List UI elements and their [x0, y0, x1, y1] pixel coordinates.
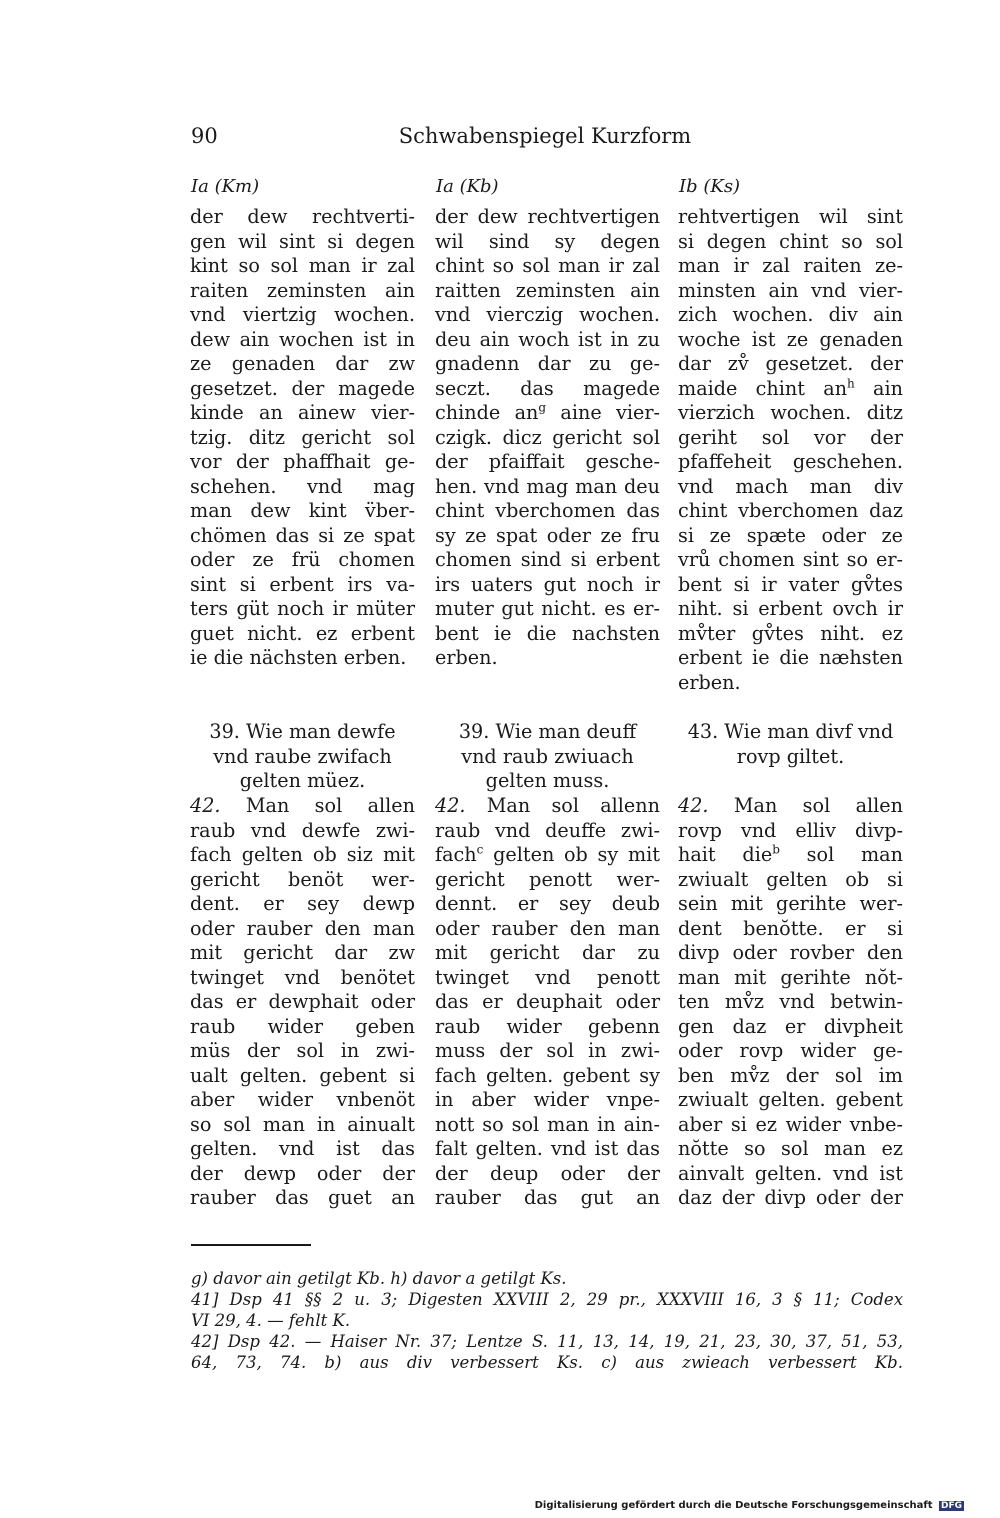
heading-line: vnd raub zwiuach [461, 744, 634, 768]
text-line: nŏtte so sol man ez [678, 1137, 903, 1160]
heading-line: vnd raube zwifach [213, 744, 392, 768]
text-line: woche ist ze genaden [678, 327, 903, 351]
text-line: vrů chomen sint so er- [678, 548, 903, 571]
text-line: raitten zeminsten ain [435, 278, 660, 302]
text-line: vnd mach man div [678, 474, 903, 498]
heading-line: gelten müez. [239, 769, 366, 792]
text-line: oder rauber den man [435, 916, 660, 940]
text-line: guet nicht. ez erbent [190, 621, 415, 645]
text-line: 42. Man sol allen [190, 794, 415, 817]
text-line: 42. Man sol allenn [435, 794, 660, 817]
footnote-line: g) davor ain getilgt Kb. h) davor a getilgt Ks. [191, 1269, 567, 1288]
text-line: ie die nächsten erben. [190, 646, 407, 669]
text-line: raub vnd deuffe zwi- [435, 818, 660, 842]
text-line: kinde an ainew vier- [190, 401, 415, 424]
text-line: geriht sol vor der [678, 425, 903, 449]
text-line: sint si erbent irs va- [190, 572, 415, 596]
text-line: czigk. dicz gericht sol [435, 425, 660, 449]
text-line: nott so sol man in ain- [435, 1112, 660, 1136]
heading-line: gelten muss. [485, 769, 610, 792]
text-line: hen. vnd mag man deu [435, 474, 660, 498]
text-line: divp oder rovber den [678, 941, 903, 964]
text-line: raub vnd dewfe zwi- [190, 818, 415, 842]
text-line: dent. er sey dewp [190, 892, 415, 915]
text-line: muter gut nicht. es er- [435, 597, 660, 620]
text-line: oder rauber den man [190, 916, 415, 940]
text-line: mv̊ter gv̊tes niht. ez [678, 621, 903, 645]
text-line: chint so sol man ir zal [435, 254, 660, 277]
text-line: gen daz er divpheit [678, 1014, 903, 1038]
column-kb-text1 [435, 205, 660, 671]
text-line: vnd viertzig wochen. [190, 303, 415, 326]
column-km-text2 [190, 794, 415, 1211]
text-line: dennt. er sey deub [435, 892, 660, 915]
footnote-line: 64, 73, 74. b) aus div verbessert Ks. c) aus zwieach verbessert Kb. [191, 1353, 903, 1372]
text-line: man mit gerihte nŏt- [678, 965, 903, 989]
running-title: Schwabenspiegel Kurzform [398, 124, 692, 148]
text-line: ze genaden dar zw [190, 352, 415, 375]
text-line: in aber wider vnpe- [435, 1088, 660, 1111]
text-line: chinde $an^g$ aine vier- [435, 400, 660, 424]
dfg-logo: DFG [940, 1501, 962, 1511]
digitization-credit [535, 1500, 964, 1511]
text-line: bent si ir vater gv̊tes [678, 572, 903, 596]
text-line: raiten zeminsten ain [190, 278, 415, 302]
text-line: erbent ie die næhsten [678, 646, 903, 669]
text-line: gericht benöt wer- [190, 867, 415, 891]
text-line: zwiualt gelten. gebent [678, 1088, 903, 1111]
text-line: erben. [678, 670, 741, 694]
text-line: zwiualt gelten ob si [678, 867, 903, 891]
text-line: tzig. ditz gericht sol [190, 425, 415, 449]
text-line: erben. [435, 646, 498, 669]
text-line: chint vberchomen daz [678, 499, 903, 522]
text-line: so sol man in ainualt [190, 1112, 415, 1136]
column-ks-text2 [678, 794, 903, 1211]
text-line: gericht penott wer- [435, 867, 660, 891]
text-line: si degen chint so sol [678, 229, 903, 253]
text-line: chint vberchomen das [435, 499, 660, 522]
text-line: rauber das guet an [190, 1186, 415, 1209]
text-line: daz der divp oder der [678, 1186, 903, 1209]
text-line: gesetzet. der magede [190, 376, 415, 400]
footnote-line: 41] Dsp 41 §§ 2 u. 3; Digesten XXVIII 2, 29 pr., XXXVIII 16, 3 § 11; Codex [191, 1290, 903, 1309]
text-line: schehen. vnd mag [190, 474, 415, 498]
text-line: twinget vnd penott [435, 965, 660, 989]
text-line: ben mv̊z der sol im [678, 1063, 903, 1087]
footnote-line: 42] Dsp 42. — Haiser Nr. 37; Lentze S. 11, 13, 14, 19, 21, 23, 30, 37, 51, 53, [191, 1332, 903, 1351]
text-line: ters güt noch ir müter [190, 597, 415, 620]
column-km-text1 [190, 205, 415, 671]
text-line: raub wider geben [190, 1014, 415, 1038]
text-line: aber wider vnbenöt [190, 1088, 415, 1111]
text-line: oder rovp wider ge- [678, 1039, 903, 1062]
text-line: dar zv̊ gesetzet. der [678, 352, 903, 375]
section-heading-ks [678, 720, 903, 769]
column-label-ks: Ib (Ks) [679, 176, 741, 197]
text-line: 42. Man sol allen [678, 794, 903, 817]
footnotes [191, 1268, 903, 1373]
text-line: sein mit gerihte wer- [678, 892, 903, 915]
text-line: man ir zal raiten ze- [678, 254, 903, 277]
text-line: fach gelten. gebent sy [435, 1063, 660, 1087]
text-line: raub wider gebenn [435, 1014, 660, 1038]
text-line: sy ze spat oder ze fru [435, 523, 660, 547]
text-line: si ze spæte oder ze [678, 523, 903, 547]
text-line: das er dewphait oder [190, 990, 415, 1013]
text-line: ainvalt gelten. vnd ist [678, 1161, 903, 1185]
text-line: gelten. vnd ist das [190, 1137, 415, 1160]
text-line: falt gelten. vnd ist das [435, 1137, 660, 1160]
text-line: dew ain wochen ist in [190, 327, 415, 351]
text-line: mit gericht dar zw [190, 941, 415, 964]
text-line: gen wil sint si degen [190, 229, 415, 253]
text-line: das er deuphait oder [435, 990, 660, 1013]
text-line: chomen sind si erbent [435, 548, 660, 571]
text-line: müs der sol in zwi- [190, 1039, 415, 1062]
section-heading-kb [435, 720, 660, 794]
text-line: ualt gelten. gebent si [190, 1063, 415, 1087]
page-number: 90 [191, 124, 218, 148]
section-heading-km [190, 720, 415, 794]
text-line: bent ie die nachsten [435, 621, 660, 645]
text-line: pfaffeheit geschehen. [678, 450, 903, 473]
column-label-km: Ia (Km) [191, 176, 260, 197]
text-line: rehtvertigen wil sint [678, 205, 903, 228]
text-line: der deup oder der [435, 1161, 660, 1185]
text-line: fach gelten ob siz mit [190, 843, 415, 866]
text-line: mit gericht dar zu [435, 941, 660, 964]
text-line: dent benŏtte. er si [678, 916, 903, 940]
text-line: muss der sol in zwi- [435, 1039, 660, 1062]
footnote-rule [191, 1244, 311, 1246]
text-line: zich wochen. div ain [678, 303, 903, 326]
text-line: der dew rechtvertigen [435, 205, 660, 228]
text-line: chömen das si ze spat [190, 523, 415, 547]
text-line: minsten ain vnd vier- [678, 278, 903, 302]
text-line: vnd vierczig wochen. [435, 303, 660, 326]
text-line: gnadenn dar zu ge- [435, 352, 660, 375]
text-line: aber si ez wider vnbe- [678, 1112, 903, 1136]
text-line: maide chint $an^h$ ain [678, 376, 903, 400]
text-line: twinget vnd benötet [190, 965, 415, 989]
heading-line: 43. Wie man divf vnd [687, 720, 894, 743]
credit-text: Digitalisierung gefördert durch die Deutsche Forschungsgemeinschaft [534, 1500, 933, 1511]
column-ks-text1 [678, 205, 903, 695]
heading-line: rovp giltet. [736, 744, 845, 768]
text-line: kint so sol man ir zal [190, 254, 415, 277]
column-kb-text2 [435, 794, 660, 1211]
heading-line: 39. Wie man deuff [458, 720, 637, 743]
text-line: ten mv̊z vnd betwin- [678, 990, 903, 1013]
text-line: irs uaters gut noch ir [435, 572, 660, 596]
text-line: deu ain woch ist in zu [435, 327, 660, 351]
text-line: hait die$^b$ sol man [678, 842, 903, 866]
text-line: wil sind sy degen [435, 229, 660, 253]
text-line: der dewp oder der [190, 1161, 415, 1185]
footnote-line: VI 29, 4. — fehlt K. [191, 1311, 351, 1330]
text-line: rauber das gut an [435, 1186, 660, 1209]
text-line: fach$^c$ gelten ob sy mit [435, 842, 660, 866]
heading-line: 39. Wie man dewfe [209, 720, 396, 743]
text-line: rovp vnd elliv divp- [678, 818, 903, 842]
text-line: seczt. das magede [435, 376, 660, 400]
column-label-kb: Ia (Kb) [436, 176, 499, 197]
text-line: der dew rechtverti- [190, 205, 415, 228]
text-line: man dew kint v̈ber- [190, 499, 415, 522]
text-line: der pfaiffait gesche- [435, 450, 660, 473]
text-line: vor der phaffhait ge- [190, 450, 415, 473]
text-line: vierzich wochen. ditz [678, 401, 903, 424]
text-line: oder ze frü chomen [190, 548, 415, 571]
text-line: niht. si erbent ovch ir [678, 597, 903, 620]
